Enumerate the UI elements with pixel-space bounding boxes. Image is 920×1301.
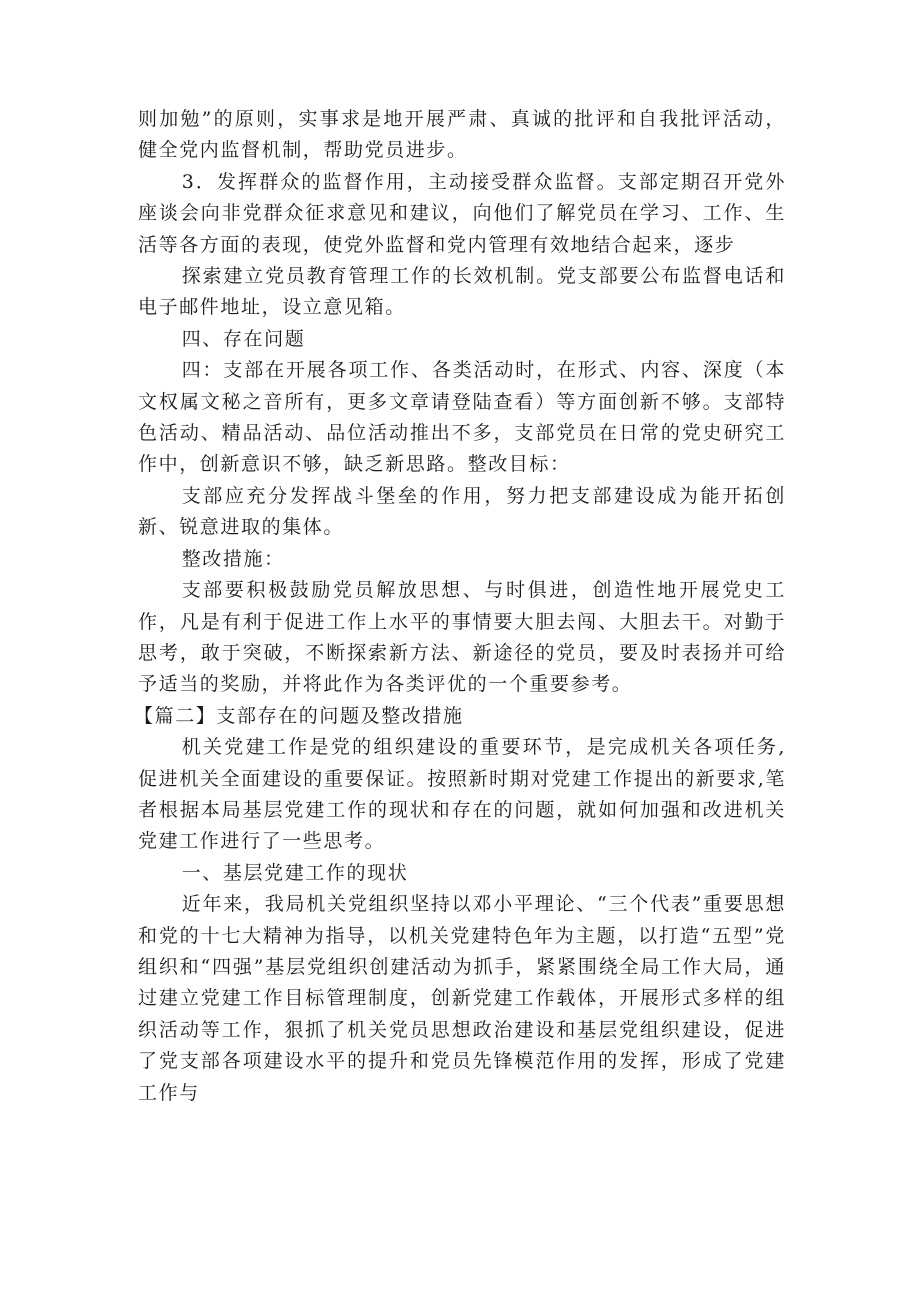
paragraph-goal: 支部应充分发挥战斗堡垒的作用，努力把支部建设成为能开拓创新、锐意进取的集体。 [138,484,786,539]
document-page [134,104,786,1109]
paragraph-measures: 支部要积极鼓励党员解放思想、与时俱进，创造性地开展党史工作，凡是有利于促进工作上水平的事情要大胆去闯、大胆去干。对勤于思考，敢于突破，不断探索新方法、新途径的党员，要及时表扬并可给予适当的奖励，并将此作为各类评优的一个重要参考。 [138,579,786,696]
heading-problems: 四、存在问题 [181,327,306,350]
paragraph-item-3: 3．发挥群众的监督作用，主动接受群众监督。支部定期召开党外座谈会向非党群众征求意见和建议，向他们了解党员在学习、工作、生活等各方面的表现，使党外监督和党内管理有效地结合起来，逐步 [138,170,786,256]
heading-measures: 整改措施： [181,547,285,570]
heading-status: 一、基层党建工作的现状 [181,861,409,884]
section-title-part-two: 【篇二】支部存在的问题及整改措施 [134,704,464,727]
paragraph-mechanism: 探索建立党员教育管理工作的长效机制。党支部要公布监督电话和电子邮件地址，设立意见箱。 [138,265,786,319]
paragraph-status: 近年来，我局机关党组织坚持以邓小平理论、“三个代表”重要思想和党的十七大精神为指导，以机关党建特色年为主题，以打造“五型”党组织和“四强”基层党组织创建活动为抓手，紧紧围绕全局工作大局，通过建立党建工作目标管理制度，创新党建工作载体，开展形式多样的组织活动等工作，狠抓了机关党员思想政治建设和基层党组织建设，促进了党支部各项建设水平的提升和党员先锋模范作用的发挥，形成了党建工作与 [138,893,786,1104]
paragraph-continuation: 则加勉”的原则，实事求是地开展严肃、真诚的批评和自我批评活动，健全党内监督机制，帮助党员进步。 [138,108,786,162]
paragraph-problems: 四：支部在开展各项工作、各类活动时，在形式、内容、深度（本文权属文秘之音所有，更多文章请登陆查看）等方面创新不够。支部特色活动、精品活动、品位活动推出不多，支部党员在日常的党史研究工作中，创新意识不够，缺乏新思路。整改目标： [138,359,786,476]
paragraph-intro: 机关党建工作是党的组织建设的重要环节，是完成机关各项任务,促进机关全面建设的重要保证。按照新时期对党建工作提出的新要求,笔者根据本局基层党建工作的现状和存在的问题，就如何加强和改进机关党建工作进行了一些思考。 [138,736,786,853]
